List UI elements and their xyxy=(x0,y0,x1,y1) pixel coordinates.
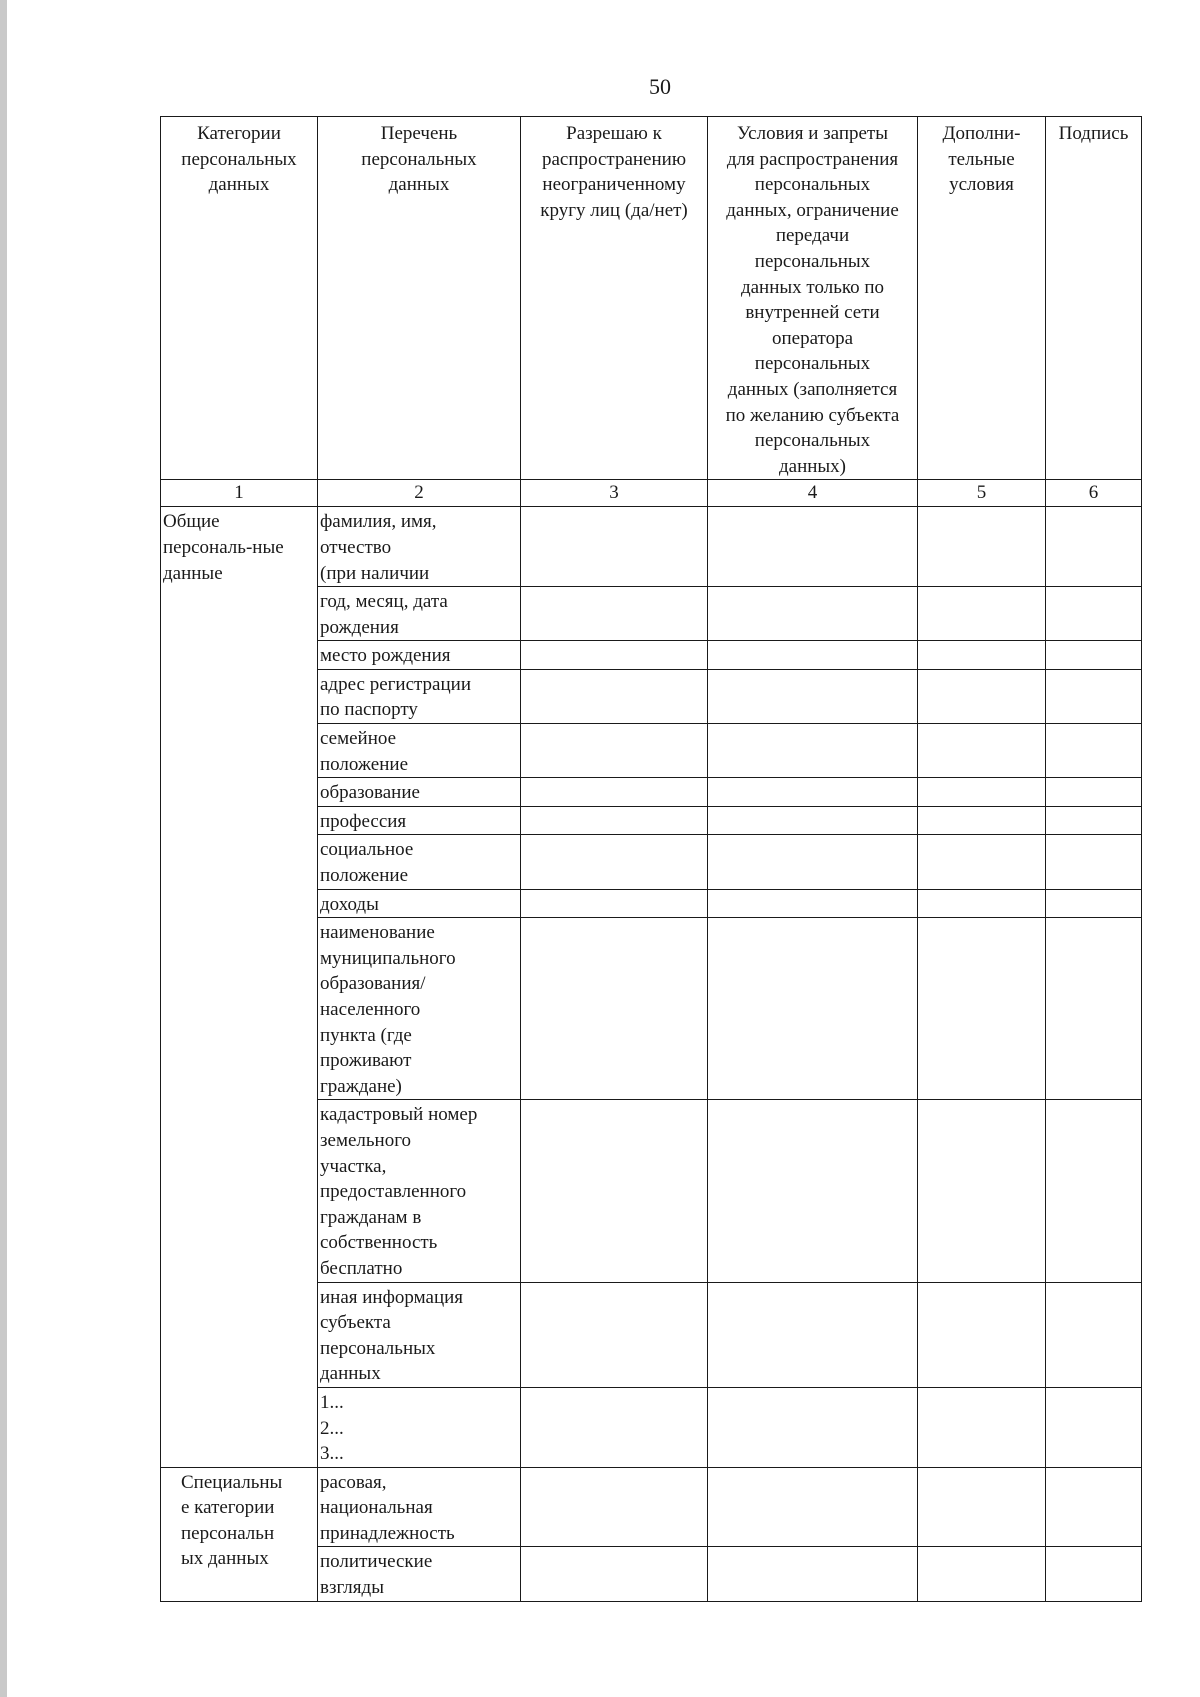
column-number: 5 xyxy=(918,480,1046,507)
consent-cell[interactable] xyxy=(521,669,708,723)
consent-cell[interactable] xyxy=(521,835,708,889)
signature-cell[interactable] xyxy=(1046,507,1142,587)
scan-edge xyxy=(0,0,7,1697)
extra-conditions-cell[interactable] xyxy=(918,1547,1046,1601)
signature-cell[interactable] xyxy=(1046,835,1142,889)
consent-cell[interactable] xyxy=(521,806,708,835)
extra-conditions-cell[interactable] xyxy=(918,669,1046,723)
data-item-cell: образование xyxy=(318,778,521,807)
column-number: 3 xyxy=(521,480,708,507)
data-item-cell: расовая, национальная принадлежность xyxy=(318,1467,521,1547)
conditions-cell[interactable] xyxy=(708,889,918,918)
conditions-cell[interactable] xyxy=(708,1547,918,1601)
consent-cell[interactable] xyxy=(521,918,708,1100)
signature-cell[interactable] xyxy=(1046,587,1142,641)
table-row xyxy=(161,1467,1142,1547)
extra-conditions-cell[interactable] xyxy=(918,641,1046,670)
conditions-cell[interactable] xyxy=(708,918,918,1100)
header-cell: Условия и запреты для распространения персональных данных, ограничение передачи персональных данных только по внутренней сети оператора персональных данных (заполняется по желанию субъекта персональных данных) xyxy=(708,117,918,480)
data-item-cell: семейное положение xyxy=(318,724,521,778)
conditions-cell[interactable] xyxy=(708,778,918,807)
consent-cell[interactable] xyxy=(521,724,708,778)
signature-cell[interactable] xyxy=(1046,1282,1142,1387)
consent-cell[interactable] xyxy=(521,1547,708,1601)
signature-cell[interactable] xyxy=(1046,778,1142,807)
category-cell: Общие персональ-ные данные xyxy=(161,507,318,1467)
consent-cell[interactable] xyxy=(521,1100,708,1282)
data-item-cell: фамилия, имя, отчество (при наличии xyxy=(318,507,521,587)
signature-cell[interactable] xyxy=(1046,669,1142,723)
column-number: 1 xyxy=(161,480,318,507)
conditions-cell[interactable] xyxy=(708,806,918,835)
signature-cell[interactable] xyxy=(1046,1387,1142,1467)
column-number: 2 xyxy=(318,480,521,507)
consent-cell[interactable] xyxy=(521,1467,708,1547)
extra-conditions-cell[interactable] xyxy=(918,1467,1046,1547)
header-cell: Дополни- тельные условия xyxy=(918,117,1046,480)
column-number: 4 xyxy=(708,480,918,507)
data-item-cell: политические взгляды xyxy=(318,1547,521,1601)
data-item-cell: кадастровый номер земельного участка, предоставленного гражданам в собственность бесплатно xyxy=(318,1100,521,1282)
data-item-cell: год, месяц, дата рождения xyxy=(318,587,521,641)
data-item-cell: адрес регистрации по паспорту xyxy=(318,669,521,723)
signature-cell[interactable] xyxy=(1046,1467,1142,1547)
consent-cell[interactable] xyxy=(521,641,708,670)
signature-cell[interactable] xyxy=(1046,724,1142,778)
conditions-cell[interactable] xyxy=(708,1282,918,1387)
extra-conditions-cell[interactable] xyxy=(918,806,1046,835)
signature-cell[interactable] xyxy=(1046,889,1142,918)
column-number: 6 xyxy=(1046,480,1142,507)
header-cell: Подпись xyxy=(1046,117,1142,480)
data-item-cell: 1... 2... 3... xyxy=(318,1387,521,1467)
extra-conditions-cell[interactable] xyxy=(918,889,1046,918)
consent-cell[interactable] xyxy=(521,778,708,807)
conditions-cell[interactable] xyxy=(708,724,918,778)
header-cell: Перечень персональных данных xyxy=(318,117,521,480)
personal-data-consent-table xyxy=(160,116,1142,1602)
signature-cell[interactable] xyxy=(1046,641,1142,670)
consent-cell[interactable] xyxy=(521,507,708,587)
extra-conditions-cell[interactable] xyxy=(918,918,1046,1100)
category-cell: Специальны е категории персональн ых данных xyxy=(161,1467,318,1601)
consent-cell[interactable] xyxy=(521,889,708,918)
data-item-cell: место рождения xyxy=(318,641,521,670)
data-item-cell: профессия xyxy=(318,806,521,835)
conditions-cell[interactable] xyxy=(708,587,918,641)
extra-conditions-cell[interactable] xyxy=(918,835,1046,889)
consent-cell[interactable] xyxy=(521,1282,708,1387)
signature-cell[interactable] xyxy=(1046,806,1142,835)
conditions-cell[interactable] xyxy=(708,835,918,889)
header-cell: Категории персональных данных xyxy=(161,117,318,480)
column-number-row xyxy=(161,480,1142,507)
signature-cell[interactable] xyxy=(1046,1100,1142,1282)
extra-conditions-cell[interactable] xyxy=(918,1282,1046,1387)
extra-conditions-cell[interactable] xyxy=(918,1387,1046,1467)
data-item-cell: иная информация субъекта персональных данных xyxy=(318,1282,521,1387)
conditions-cell[interactable] xyxy=(708,641,918,670)
conditions-cell[interactable] xyxy=(708,669,918,723)
extra-conditions-cell[interactable] xyxy=(918,1100,1046,1282)
data-item-cell: доходы xyxy=(318,889,521,918)
consent-cell[interactable] xyxy=(521,1387,708,1467)
page-number: 50 xyxy=(649,74,671,99)
extra-conditions-cell[interactable] xyxy=(918,778,1046,807)
consent-cell[interactable] xyxy=(521,587,708,641)
conditions-cell[interactable] xyxy=(708,1387,918,1467)
data-item-cell: социальное положение xyxy=(318,835,521,889)
table-row xyxy=(161,507,1142,587)
extra-conditions-cell[interactable] xyxy=(918,507,1046,587)
signature-cell[interactable] xyxy=(1046,1547,1142,1601)
conditions-cell[interactable] xyxy=(708,507,918,587)
signature-cell[interactable] xyxy=(1046,918,1142,1100)
conditions-cell[interactable] xyxy=(708,1100,918,1282)
header-row xyxy=(161,117,1142,480)
data-item-cell: наименование муниципального образования/ населенного пункта (где проживают граждане) xyxy=(318,918,521,1100)
header-cell: Разрешаю к распространению неограниченному кругу лиц (да/нет) xyxy=(521,117,708,480)
extra-conditions-cell[interactable] xyxy=(918,724,1046,778)
extra-conditions-cell[interactable] xyxy=(918,587,1046,641)
conditions-cell[interactable] xyxy=(708,1467,918,1547)
